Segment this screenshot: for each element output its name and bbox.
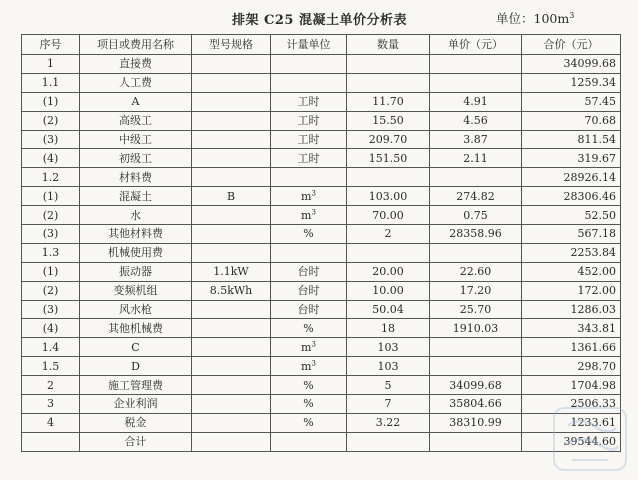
cell-price [430, 73, 522, 92]
cell-name: 风水枪 [80, 300, 192, 319]
cell-name: 直接费 [80, 55, 192, 74]
cell-qty: 5 [347, 376, 430, 395]
unit-superscript: 3 [311, 189, 316, 198]
cell-price: 0.75 [430, 206, 522, 225]
cell-spec: B [192, 187, 271, 206]
cell-total: 2253.84 [522, 243, 621, 262]
unit-text: m [301, 359, 312, 373]
cell-no: (1) [22, 187, 80, 206]
table-row [22, 432, 621, 451]
cell-unit [271, 55, 347, 74]
table-row [22, 395, 621, 414]
cell-qty [347, 432, 430, 451]
cell-no: (2) [22, 111, 80, 130]
cell-spec [192, 300, 271, 319]
cell-spec [192, 338, 271, 357]
unit-superscript: 3 [311, 340, 316, 349]
cell-qty [347, 168, 430, 187]
unit-text: m [301, 340, 312, 354]
cell-total: 2506.33 [522, 395, 621, 414]
cell-total: 172.00 [522, 281, 621, 300]
cell-name: 高级工 [80, 111, 192, 130]
table-row [22, 130, 621, 149]
cell-name: 施工管理费 [80, 376, 192, 395]
unit-text: % [303, 227, 314, 241]
cell-qty: 103 [347, 357, 430, 376]
cell-price: 38310.99 [430, 413, 522, 432]
cell-name: 企业利润 [80, 395, 192, 414]
cell-name: 机械使用费 [80, 243, 192, 262]
unit-text: % [303, 397, 314, 411]
cell-name: 人工费 [80, 73, 192, 92]
cell-spec [192, 149, 271, 168]
cell-price: 28358.96 [430, 225, 522, 244]
cell-unit [271, 243, 347, 262]
table-row [22, 206, 621, 225]
col-header-qty: 数量 [347, 35, 430, 55]
cell-qty: 20.00 [347, 262, 430, 281]
col-header-no: 序号 [22, 35, 80, 55]
cell-total: 811.54 [522, 130, 621, 149]
cell-spec [192, 111, 271, 130]
unit-text: m [301, 189, 312, 203]
cell-no: 2 [22, 376, 80, 395]
cell-no: (1) [22, 92, 80, 111]
cell-no: (3) [22, 300, 80, 319]
table-row [22, 243, 621, 262]
cell-qty: 209.70 [347, 130, 430, 149]
table-title: 排架 C25 混凝土单价分析表 [232, 13, 407, 28]
cell-spec [192, 432, 271, 451]
cell-unit [271, 395, 347, 414]
cell-name: 水 [80, 206, 192, 225]
unit-text: 工时 [297, 114, 320, 128]
cell-unit [271, 149, 347, 168]
cell-price [430, 168, 522, 187]
unit-text: 工时 [297, 95, 320, 109]
cell-name: 初级工 [80, 149, 192, 168]
col-header-price: 单价（元） [430, 35, 522, 55]
table-body [22, 55, 621, 452]
col-header-spec: 型号规格 [192, 35, 271, 55]
cell-unit [271, 130, 347, 149]
cell-spec [192, 130, 271, 149]
cell-total: 28306.46 [522, 187, 621, 206]
unit-label-text: 单位：100m [496, 11, 570, 26]
cell-spec [192, 319, 271, 338]
unit-label [496, 9, 574, 27]
cell-unit [271, 319, 347, 338]
table-row [22, 262, 621, 281]
cell-unit [271, 168, 347, 187]
table-row [22, 300, 621, 319]
table-row [22, 225, 621, 244]
col-header-name: 项目或费用名称 [80, 35, 192, 55]
cell-spec [192, 73, 271, 92]
cell-qty: 50.04 [347, 300, 430, 319]
cell-no: (1) [22, 262, 80, 281]
cell-price: 274.82 [430, 187, 522, 206]
cell-name: 合计 [80, 432, 192, 451]
cell-name: 其他机械费 [80, 319, 192, 338]
cell-total: 28926.14 [522, 168, 621, 187]
cell-unit [271, 357, 347, 376]
cell-no: 4 [22, 413, 80, 432]
cell-qty: 2 [347, 225, 430, 244]
cell-total: 34099.68 [522, 55, 621, 74]
cell-qty [347, 73, 430, 92]
cell-unit [271, 413, 347, 432]
cell-qty: 7 [347, 395, 430, 414]
cell-total: 319.67 [522, 149, 621, 168]
cell-name: 中级工 [80, 130, 192, 149]
cell-name: D [80, 357, 192, 376]
cell-qty: 11.70 [347, 92, 430, 111]
unit-text: 台时 [297, 303, 320, 317]
cell-name: 变频机组 [80, 281, 192, 300]
cell-no: 1.5 [22, 357, 80, 376]
cell-name: 混凝土 [80, 187, 192, 206]
cell-total: 452.00 [522, 262, 621, 281]
table-header-row [22, 35, 621, 55]
cell-unit [271, 111, 347, 130]
cell-price: 25.70 [430, 300, 522, 319]
cell-no: 1.3 [22, 243, 80, 262]
unit-superscript: 3 [311, 359, 316, 368]
cell-qty: 70.00 [347, 206, 430, 225]
cell-price: 3.87 [430, 130, 522, 149]
table-row [22, 149, 621, 168]
table-row [22, 376, 621, 395]
unit-text: m [301, 208, 312, 222]
cell-unit [271, 73, 347, 92]
unit-price-analysis-table [21, 34, 621, 452]
cell-unit [271, 432, 347, 451]
cell-name: A [80, 92, 192, 111]
cell-name: 振动器 [80, 262, 192, 281]
col-header-total: 合价（元） [522, 35, 621, 55]
cell-total: 70.68 [522, 111, 621, 130]
cell-price: 1910.03 [430, 319, 522, 338]
cell-no: (2) [22, 206, 80, 225]
cell-unit [271, 262, 347, 281]
cell-no: 1.4 [22, 338, 80, 357]
cell-spec [192, 243, 271, 262]
cell-unit [271, 281, 347, 300]
cell-unit [271, 338, 347, 357]
table-row [22, 413, 621, 432]
cell-total: 1286.03 [522, 300, 621, 319]
cell-price [430, 338, 522, 357]
table-row [22, 281, 621, 300]
cell-total: 1704.98 [522, 376, 621, 395]
cell-no: (4) [22, 149, 80, 168]
cell-qty [347, 55, 430, 74]
unit-label-sup: 3 [569, 10, 575, 20]
unit-text: 台时 [297, 284, 320, 298]
unit-text: % [303, 378, 314, 392]
cell-qty: 103.00 [347, 187, 430, 206]
table-row [22, 357, 621, 376]
cell-unit [271, 206, 347, 225]
cell-total: 39544.60 [522, 432, 621, 451]
cell-qty: 10.00 [347, 281, 430, 300]
cell-spec [192, 357, 271, 376]
cell-price: 22.60 [430, 262, 522, 281]
cell-unit [271, 92, 347, 111]
cell-unit [271, 376, 347, 395]
cell-price: 34099.68 [430, 376, 522, 395]
cell-spec [192, 395, 271, 414]
cell-spec [192, 225, 271, 244]
cell-price [430, 55, 522, 74]
cell-spec [192, 55, 271, 74]
cell-name: 其他材料费 [80, 225, 192, 244]
cell-total: 1259.34 [522, 73, 621, 92]
cell-name: 材料费 [80, 168, 192, 187]
cell-no: 3 [22, 395, 80, 414]
cell-spec: 8.5kWh [192, 281, 271, 300]
cell-unit [271, 300, 347, 319]
cell-no: 1 [22, 55, 80, 74]
unit-text: 台时 [297, 265, 320, 279]
watermark-logo [550, 404, 630, 474]
table-row [22, 92, 621, 111]
cell-total: 1233.61 [522, 413, 621, 432]
cell-price: 4.91 [430, 92, 522, 111]
unit-text: 工时 [297, 151, 320, 165]
cell-price: 4.56 [430, 111, 522, 130]
unit-text: 工时 [297, 133, 320, 146]
unit-text: % [303, 416, 314, 430]
cell-total: 567.18 [522, 225, 621, 244]
cell-qty [347, 243, 430, 262]
cell-price [430, 357, 522, 376]
table-row [22, 111, 621, 130]
cell-total: 1361.66 [522, 338, 621, 357]
cell-spec: 1.1kW [192, 262, 271, 281]
cell-no: 1.2 [22, 168, 80, 187]
cell-no: (3) [22, 225, 80, 244]
unit-text: % [303, 321, 314, 335]
cell-total: 343.81 [522, 319, 621, 338]
cell-no: 1.1 [22, 73, 80, 92]
cell-price [430, 243, 522, 262]
cell-qty: 103 [347, 338, 430, 357]
cell-no: (3) [22, 130, 80, 149]
cell-name: 税金 [80, 413, 192, 432]
cell-spec [192, 206, 271, 225]
table-row [22, 73, 621, 92]
cell-qty: 18 [347, 319, 430, 338]
table-row [22, 55, 621, 74]
cell-price: 17.20 [430, 281, 522, 300]
cell-qty: 15.50 [347, 111, 430, 130]
table-row [22, 187, 621, 206]
cell-total: 52.50 [522, 206, 621, 225]
cell-spec [192, 168, 271, 187]
cell-no: (2) [22, 281, 80, 300]
cell-total: 57.45 [522, 92, 621, 111]
unit-superscript: 3 [311, 207, 316, 216]
cell-unit [271, 225, 347, 244]
cell-price [430, 432, 522, 451]
cell-price: 2.11 [430, 149, 522, 168]
cell-total: 298.70 [522, 357, 621, 376]
cell-no [22, 432, 80, 451]
col-header-unit: 计量单位 [271, 35, 347, 55]
cell-spec [192, 92, 271, 111]
cell-price: 35804.66 [430, 395, 522, 414]
cell-qty: 151.50 [347, 149, 430, 168]
cell-spec [192, 376, 271, 395]
table-row [22, 168, 621, 187]
cell-no: (4) [22, 319, 80, 338]
cell-name: C [80, 338, 192, 357]
cell-qty: 3.22 [347, 413, 430, 432]
table-row [22, 338, 621, 357]
cell-unit [271, 187, 347, 206]
table-row [22, 319, 621, 338]
cell-spec [192, 413, 271, 432]
